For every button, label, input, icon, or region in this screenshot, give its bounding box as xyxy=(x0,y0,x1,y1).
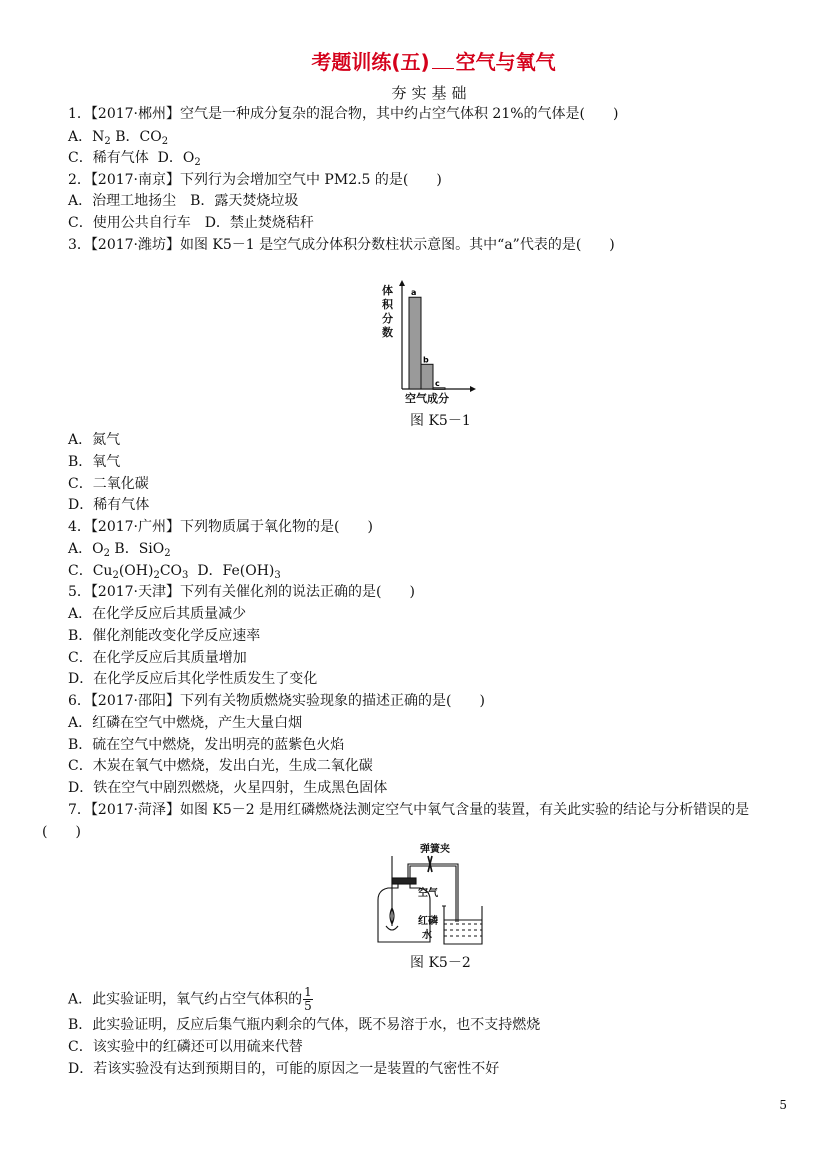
q7-answer-paren: ( ) xyxy=(42,824,81,840)
figure-k5-2-apparatus xyxy=(370,842,500,950)
x-axis-arrow xyxy=(470,386,476,392)
q5-stem: 5．【2017·天津】下列有关催化剂的说法正确的是( ) xyxy=(68,584,415,600)
bar-label-b: b xyxy=(423,355,429,365)
y-axis-arrow xyxy=(399,280,405,286)
ylabel-char-3: 分 xyxy=(382,312,393,325)
q6-stem: 6．【2017·邵阳】下列有关物质燃烧实验现象的描述正确的是( ) xyxy=(68,693,485,709)
q7-option-b: B．此实验证明，反应后集气瓶内剩余的气体，既不易溶于水，也不支持燃烧 xyxy=(68,1017,541,1033)
q6-option-c: C．木炭在氧气中燃烧，发出白光，生成二氧化碳 xyxy=(68,758,373,774)
label-spring-clip: 弹簧夹 xyxy=(420,844,450,855)
q4-options-ab: A．$O_2$ B．SiO$_2$ xyxy=(68,541,171,559)
ylabel-char-1: 体 xyxy=(382,284,393,297)
q2-options-ab: A．治理工地扬尘 B．露天焚烧垃圾 xyxy=(68,193,299,209)
q1-options-ab: A．$N_2$ B．$CO_2$ xyxy=(68,129,169,147)
label-air: 空气 xyxy=(418,888,438,899)
ylabel-char-4: 数 xyxy=(382,326,393,339)
page-title xyxy=(0,46,827,75)
bar-label-a: a xyxy=(411,288,417,298)
title-underline xyxy=(432,68,454,69)
label-red-phosphorus: 红磷 xyxy=(418,916,438,927)
q2-stem: 2．【2017·南京】下列行为会增加空气中 PM2.5 的是( ) xyxy=(68,172,442,188)
x-axis-label: 空气成分 xyxy=(405,392,449,405)
q6-option-d: D．铁在空气中剧烈燃烧，火星四射，生成黑色固体 xyxy=(68,780,388,796)
title-right: 空气与氧气 xyxy=(455,50,556,74)
q3-option-d: D．稀有气体 xyxy=(68,497,150,513)
q4-stem: 4．【2017·广州】下列物质属于氧化物的是( ) xyxy=(68,519,373,535)
figure-k5-2-caption: 图 K5－2 xyxy=(410,955,471,971)
q7-option-d: D．若该实验没有达到预期目的，可能的原因之一是装置的气密性不好 xyxy=(68,1061,500,1077)
bar-a xyxy=(409,297,421,389)
q1-stem: 1．【2017·郴州】空气是一种成分复杂的混合物，其中约占空气体积 21%的气体是( ) xyxy=(68,106,619,122)
q5-option-d: D．在化学反应后其化学性质发生了变化 xyxy=(68,671,318,687)
q7-option-c: C．该实验中的红磷还可以用硫来代替 xyxy=(68,1039,303,1055)
q6-option-b: B．硫在空气中燃烧，发出明亮的蓝紫色火焰 xyxy=(68,737,345,753)
q4-options-cd: C．$Cu_2(OH)_2CO_3$ D．$Fe(OH)_3$ xyxy=(68,563,281,581)
label-water: 水 xyxy=(422,930,432,941)
beaker xyxy=(442,906,482,944)
q6-option-a: A．红磷在空气中燃烧，产生大量白烟 xyxy=(68,715,303,731)
section-heading: 夯实基础 xyxy=(391,84,472,102)
ylabel-char-2: 积 xyxy=(382,298,393,311)
figure-k5-1-caption: 图 K5－1 xyxy=(410,413,471,429)
q3-option-a: A．氮气 xyxy=(68,432,121,448)
figure-k5-1-chart xyxy=(375,278,485,406)
q5-option-b: B．催化剂能改变化学反应速率 xyxy=(68,628,261,644)
bar-label-c: c xyxy=(435,378,440,388)
title-left: 考题训练(五) xyxy=(311,50,430,74)
q5-option-a: A．在化学反应后其质量减少 xyxy=(68,606,247,622)
bar-c xyxy=(433,388,445,390)
spoon-bowl xyxy=(386,926,398,930)
q1-options-cd: C．稀有气体 D．$O_2$ xyxy=(68,150,201,168)
q7-stem: 7．【2017·菏泽】如图 K5－2 是用红磷燃烧法测定空气中氧气含量的装置，有关此实验的结论与分析错误的是 xyxy=(68,802,750,818)
q5-option-c: C．在化学反应后其质量增加 xyxy=(68,650,247,666)
q3-stem: 3．【2017·潍坊】如图 K5－1 是空气成分体积分数柱状示意图。其中“a”代表的是( ) xyxy=(68,237,615,253)
q3-option-b: B．氧气 xyxy=(68,454,121,470)
q7-option-a: A．此实验证明，氧气约占空气体积的 $\frac{1}{5}$ xyxy=(68,985,312,1013)
stopper xyxy=(392,878,416,884)
q2-options-cd: C．使用公共自行车 D．禁止焚烧秸秆 xyxy=(68,215,314,231)
fraction-one-fifth: $\frac{1}{5}$ xyxy=(304,985,312,1013)
q3-option-c: C．二氧化碳 xyxy=(68,476,149,492)
bar-b xyxy=(421,364,433,389)
page-number: 5 xyxy=(779,1098,787,1112)
